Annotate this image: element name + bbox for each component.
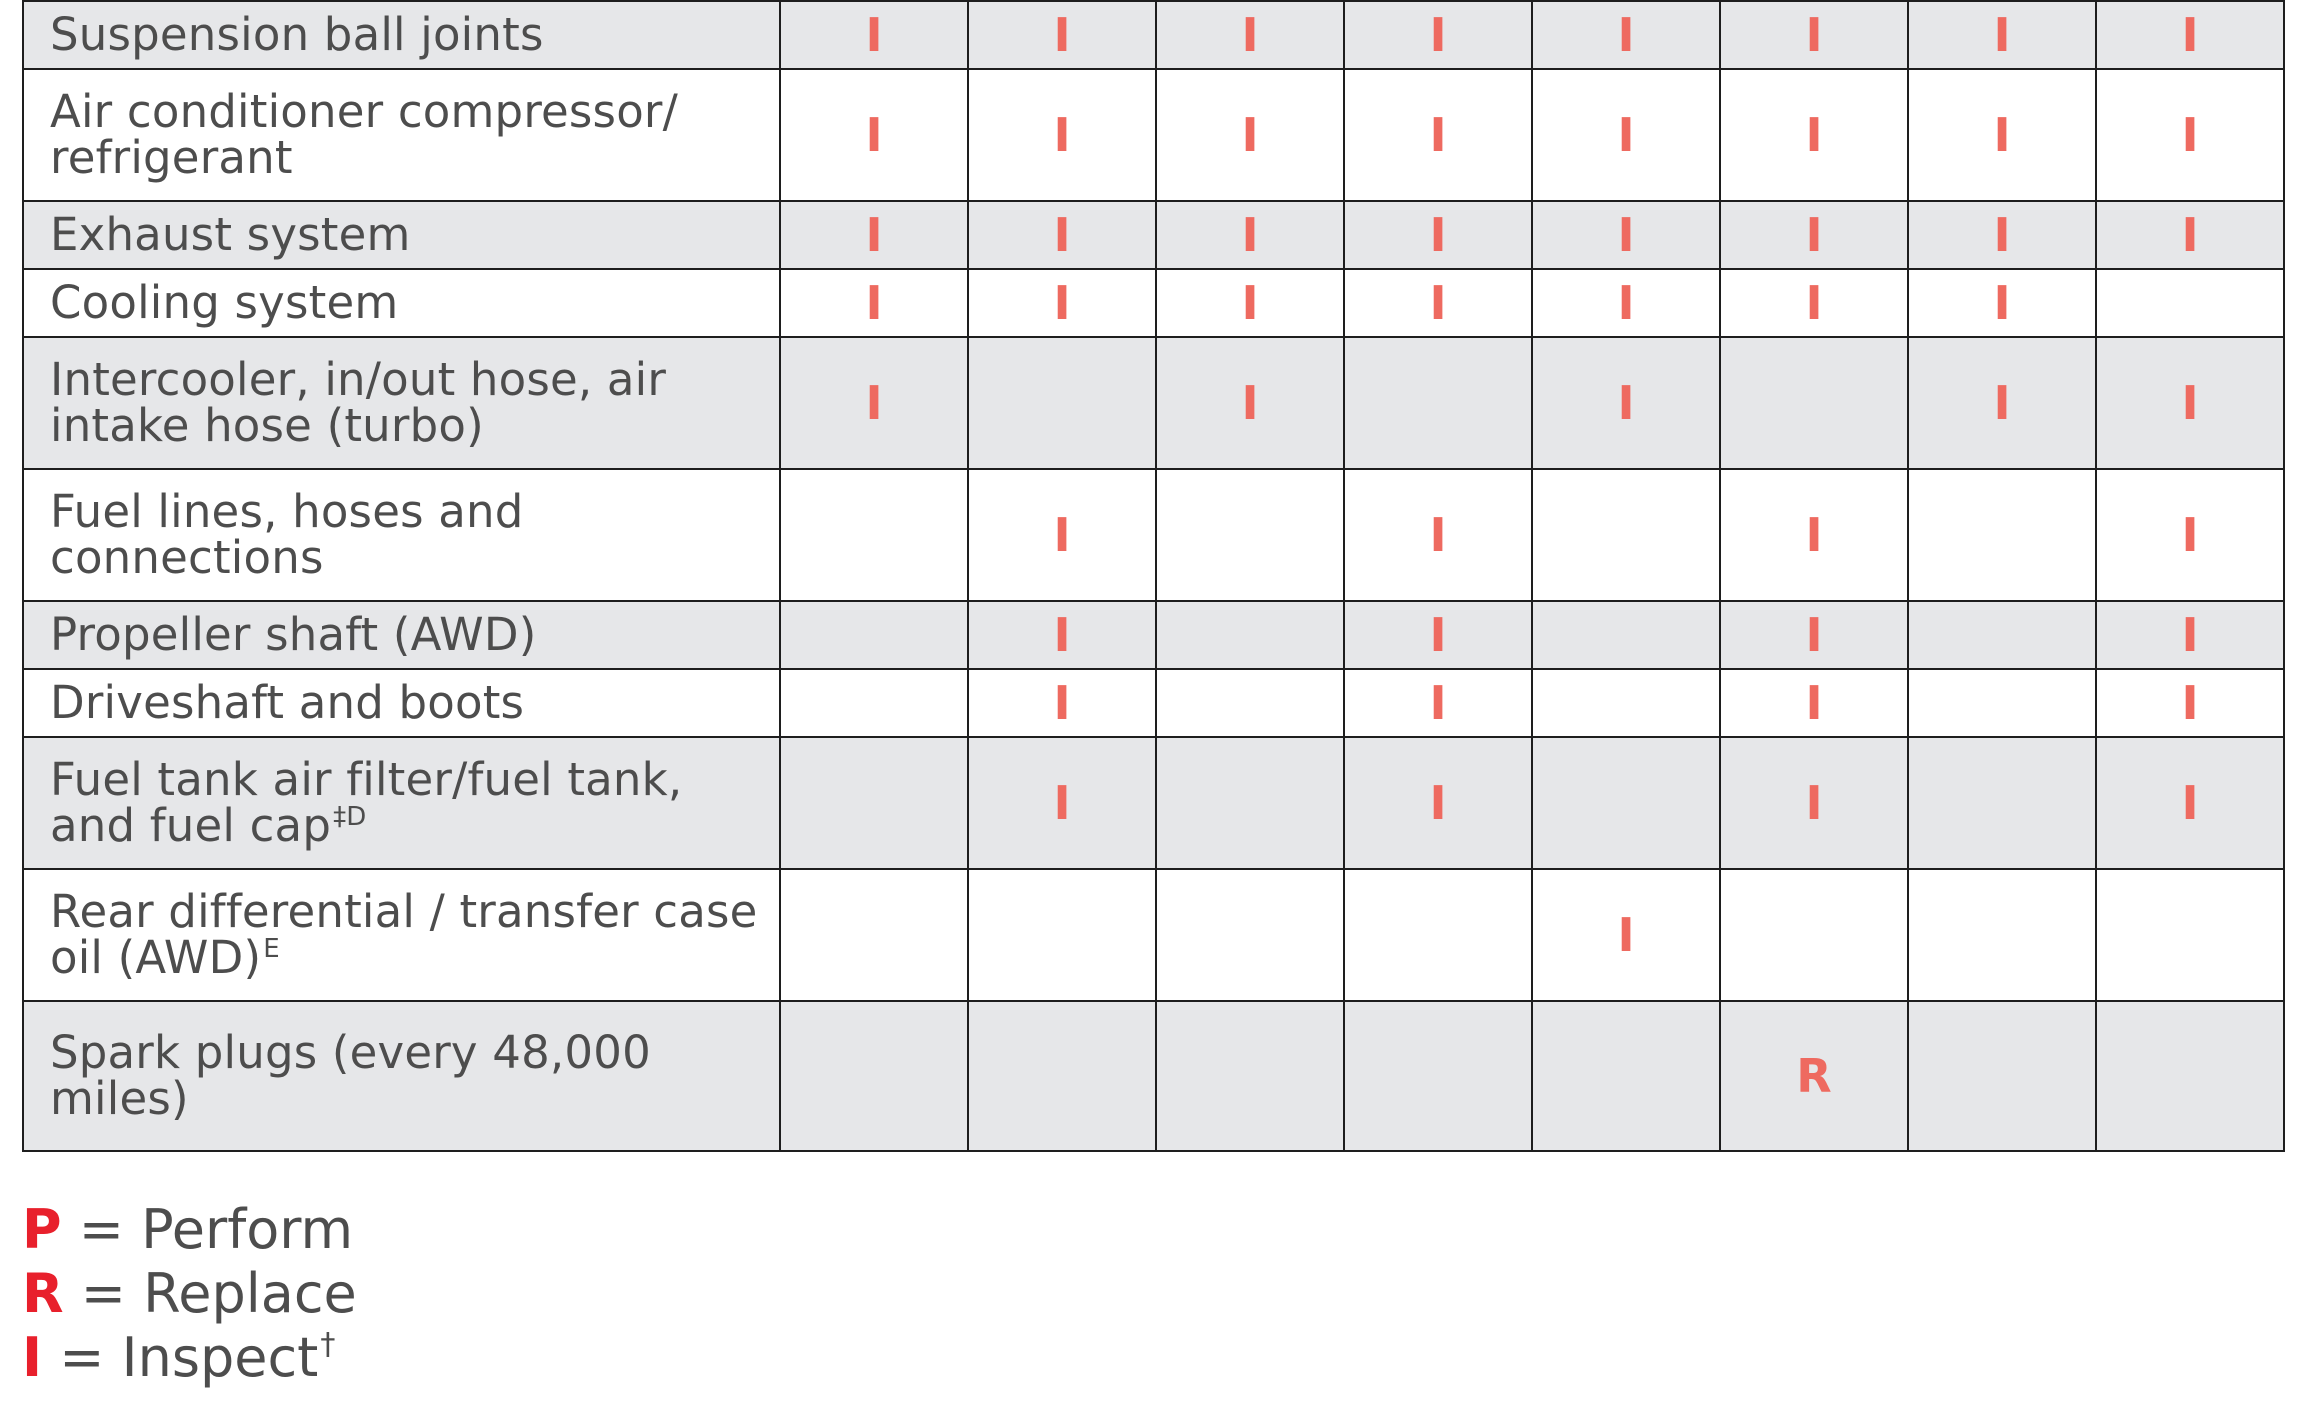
interval-cell — [968, 1, 1156, 69]
interval-cell — [1344, 1, 1532, 69]
interval-cell — [1720, 669, 1908, 737]
interval-cell — [1720, 269, 1908, 337]
interval-cell — [1532, 337, 1720, 469]
inspect-mark: I — [1053, 108, 1071, 162]
row-label-cell — [23, 469, 780, 601]
legend-code: I — [22, 1326, 43, 1389]
interval-cell — [2096, 669, 2284, 737]
inspect-mark: I — [1053, 208, 1071, 262]
row-label-cell — [23, 69, 780, 201]
row-label — [50, 676, 763, 729]
interval-cell — [2096, 69, 2284, 201]
inspect-mark: I — [1805, 108, 1823, 162]
inspect-mark: I — [1805, 8, 1823, 62]
inspect-mark: I — [1993, 8, 2011, 62]
legend-item — [22, 1326, 357, 1399]
inspect-mark: I — [2181, 376, 2199, 430]
inspect-mark: I — [1053, 676, 1071, 730]
legend — [22, 1198, 357, 1399]
interval-cell — [1532, 737, 1720, 869]
inspect-mark: I — [1617, 376, 1635, 430]
interval-cell — [1908, 601, 2096, 669]
interval-cell — [968, 201, 1156, 269]
row-label — [50, 353, 763, 452]
inspect-mark: I — [1241, 276, 1259, 330]
interval-cell — [1720, 69, 1908, 201]
inspect-mark: I — [1053, 776, 1071, 830]
table-row — [23, 1, 2284, 69]
interval-cell — [1720, 469, 1908, 601]
interval-cell — [968, 1001, 1156, 1151]
replace-mark: R — [1796, 1049, 1832, 1103]
interval-cell — [1532, 601, 1720, 669]
row-label-cell — [23, 1001, 780, 1151]
interval-cell — [1344, 269, 1532, 337]
interval-cell — [968, 737, 1156, 869]
interval-cell — [1344, 1001, 1532, 1151]
interval-cell — [1908, 1, 2096, 69]
inspect-mark: I — [1053, 8, 1071, 62]
interval-cell — [1908, 469, 2096, 601]
row-label-text: Suspension ball joints — [50, 8, 544, 61]
interval-cell — [1344, 201, 1532, 269]
interval-cell — [1720, 1001, 1908, 1151]
inspect-mark: I — [2181, 776, 2199, 830]
inspect-mark: I — [1805, 608, 1823, 662]
inspect-mark: I — [1617, 208, 1635, 262]
interval-cell — [780, 1001, 968, 1151]
interval-cell — [968, 601, 1156, 669]
interval-cell — [780, 337, 968, 469]
interval-cell — [1908, 201, 2096, 269]
row-label-cell — [23, 1, 780, 69]
inspect-mark: I — [1805, 508, 1823, 562]
row-label-cell — [23, 269, 780, 337]
interval-cell — [780, 669, 968, 737]
interval-cell — [1720, 337, 1908, 469]
interval-cell — [968, 337, 1156, 469]
table-row — [23, 869, 2284, 1001]
inspect-mark: I — [1429, 608, 1447, 662]
legend-text: = Replace — [63, 1262, 357, 1325]
inspect-mark: I — [1053, 508, 1071, 562]
interval-cell — [1344, 869, 1532, 1001]
interval-cell — [1156, 1001, 1344, 1151]
inspect-mark: I — [865, 208, 883, 262]
interval-cell — [1344, 469, 1532, 601]
table-body — [23, 1, 2284, 1151]
row-label — [50, 608, 763, 661]
interval-cell — [2096, 869, 2284, 1001]
legend-code: R — [22, 1262, 64, 1325]
interval-cell — [1720, 201, 1908, 269]
inspect-mark: I — [1993, 276, 2011, 330]
footnote-marker: ‡D — [333, 802, 367, 832]
interval-cell — [780, 869, 968, 1001]
maintenance-schedule-table — [22, 0, 2285, 1152]
interval-cell — [1720, 601, 1908, 669]
interval-cell — [1532, 669, 1720, 737]
legend-item — [22, 1262, 357, 1326]
row-label — [50, 276, 763, 329]
inspect-mark: I — [1429, 8, 1447, 62]
interval-cell — [1720, 737, 1908, 869]
inspect-mark: I — [2181, 208, 2199, 262]
interval-cell — [1344, 601, 1532, 669]
row-label-text: Spark plugs (every 48,000 miles) — [50, 1026, 651, 1125]
interval-cell — [1532, 201, 1720, 269]
interval-cell — [968, 669, 1156, 737]
legend-text: = Perform — [61, 1198, 354, 1261]
inspect-mark: I — [1805, 208, 1823, 262]
interval-cell — [780, 469, 968, 601]
inspect-mark: I — [1429, 276, 1447, 330]
interval-cell — [1156, 1, 1344, 69]
interval-cell — [968, 269, 1156, 337]
footnote-marker: † — [320, 1327, 336, 1362]
interval-cell — [2096, 469, 2284, 601]
table-row — [23, 737, 2284, 869]
interval-cell — [968, 469, 1156, 601]
interval-cell — [780, 269, 968, 337]
inspect-mark: I — [2181, 608, 2199, 662]
inspect-mark: I — [1617, 8, 1635, 62]
table-row — [23, 269, 2284, 337]
table-row — [23, 69, 2284, 201]
inspect-mark: I — [2181, 8, 2199, 62]
inspect-mark: I — [1993, 208, 2011, 262]
legend-code: P — [22, 1198, 62, 1261]
interval-cell — [1720, 1, 1908, 69]
inspect-mark: I — [1617, 908, 1635, 962]
inspect-mark: I — [2181, 508, 2199, 562]
inspect-mark: I — [865, 376, 883, 430]
interval-cell — [1908, 69, 2096, 201]
table-row — [23, 601, 2284, 669]
interval-cell — [1344, 337, 1532, 469]
interval-cell — [2096, 737, 2284, 869]
interval-cell — [1344, 737, 1532, 869]
inspect-mark: I — [1993, 108, 2011, 162]
row-label-text: Fuel tank air filter/fuel tank, and fuel cap — [50, 753, 683, 852]
inspect-mark: I — [1429, 676, 1447, 730]
row-label-text: Intercooler, in/out hose, air intake hose (turbo) — [50, 353, 667, 452]
inspect-mark: I — [1429, 776, 1447, 830]
table-row — [23, 469, 2284, 601]
row-label-cell — [23, 201, 780, 269]
inspect-mark: I — [1053, 276, 1071, 330]
interval-cell — [968, 69, 1156, 201]
row-label-text: Fuel lines, hoses and connections — [50, 485, 524, 584]
table-row — [23, 669, 2284, 737]
row-label — [50, 208, 763, 261]
row-label — [50, 85, 763, 184]
row-label-text: Driveshaft and boots — [50, 676, 525, 729]
inspect-mark: I — [1805, 776, 1823, 830]
interval-cell — [2096, 1, 2284, 69]
row-label — [50, 885, 763, 984]
interval-cell — [1720, 869, 1908, 1001]
interval-cell — [2096, 201, 2284, 269]
row-label-text: Propeller shaft (AWD) — [50, 608, 537, 661]
inspect-mark: I — [2181, 676, 2199, 730]
interval-cell — [2096, 269, 2284, 337]
table-row — [23, 1001, 2284, 1151]
row-label — [50, 1026, 763, 1125]
interval-cell — [1156, 601, 1344, 669]
inspect-mark: I — [1993, 376, 2011, 430]
interval-cell — [1532, 1001, 1720, 1151]
inspect-mark: I — [1617, 108, 1635, 162]
inspect-mark: I — [1053, 608, 1071, 662]
interval-cell — [1908, 269, 2096, 337]
interval-cell — [780, 69, 968, 201]
interval-cell — [780, 737, 968, 869]
interval-cell — [1156, 337, 1344, 469]
table-row — [23, 337, 2284, 469]
interval-cell — [1532, 269, 1720, 337]
inspect-mark: I — [1241, 8, 1259, 62]
table-row — [23, 201, 2284, 269]
interval-cell — [1908, 1001, 2096, 1151]
interval-cell — [2096, 1001, 2284, 1151]
inspect-mark: I — [865, 108, 883, 162]
inspect-mark: I — [1241, 208, 1259, 262]
interval-cell — [1908, 337, 2096, 469]
row-label-cell — [23, 337, 780, 469]
interval-cell — [1156, 869, 1344, 1001]
row-label — [50, 753, 763, 852]
interval-cell — [780, 201, 968, 269]
inspect-mark: I — [1429, 108, 1447, 162]
inspect-mark: I — [1429, 208, 1447, 262]
interval-cell — [1156, 737, 1344, 869]
row-label — [50, 8, 763, 61]
inspect-mark: I — [1805, 276, 1823, 330]
interval-cell — [1532, 869, 1720, 1001]
interval-cell — [780, 601, 968, 669]
row-label-text: Air conditioner compressor/ refrigerant — [50, 85, 678, 184]
interval-cell — [2096, 601, 2284, 669]
interval-cell — [1156, 669, 1344, 737]
interval-cell — [1532, 1, 1720, 69]
row-label-cell — [23, 669, 780, 737]
interval-cell — [968, 869, 1156, 1001]
inspect-mark: I — [1429, 508, 1447, 562]
inspect-mark: I — [1241, 108, 1259, 162]
inspect-mark: I — [1241, 376, 1259, 430]
interval-cell — [1156, 69, 1344, 201]
interval-cell — [1156, 469, 1344, 601]
interval-cell — [1156, 201, 1344, 269]
interval-cell — [780, 1, 968, 69]
row-label-cell — [23, 601, 780, 669]
row-label-text: Exhaust system — [50, 208, 411, 261]
row-label-cell — [23, 737, 780, 869]
interval-cell — [1344, 669, 1532, 737]
row-label-cell — [23, 869, 780, 1001]
inspect-mark: I — [1805, 676, 1823, 730]
inspect-mark: I — [1617, 276, 1635, 330]
interval-cell — [1532, 469, 1720, 601]
inspect-mark: I — [2181, 108, 2199, 162]
interval-cell — [1532, 69, 1720, 201]
interval-cell — [1344, 69, 1532, 201]
row-label-text: Cooling system — [50, 276, 399, 329]
inspect-mark: I — [865, 8, 883, 62]
interval-cell — [1908, 669, 2096, 737]
inspect-mark: I — [865, 276, 883, 330]
interval-cell — [2096, 337, 2284, 469]
row-label-text: Rear differential / transfer case oil (AWD) — [50, 885, 758, 984]
interval-cell — [1156, 269, 1344, 337]
footnote-marker: E — [263, 934, 280, 964]
interval-cell — [1908, 869, 2096, 1001]
row-label — [50, 485, 763, 584]
interval-cell — [1908, 737, 2096, 869]
legend-text: = Inspect — [42, 1326, 319, 1389]
legend-item — [22, 1198, 357, 1262]
